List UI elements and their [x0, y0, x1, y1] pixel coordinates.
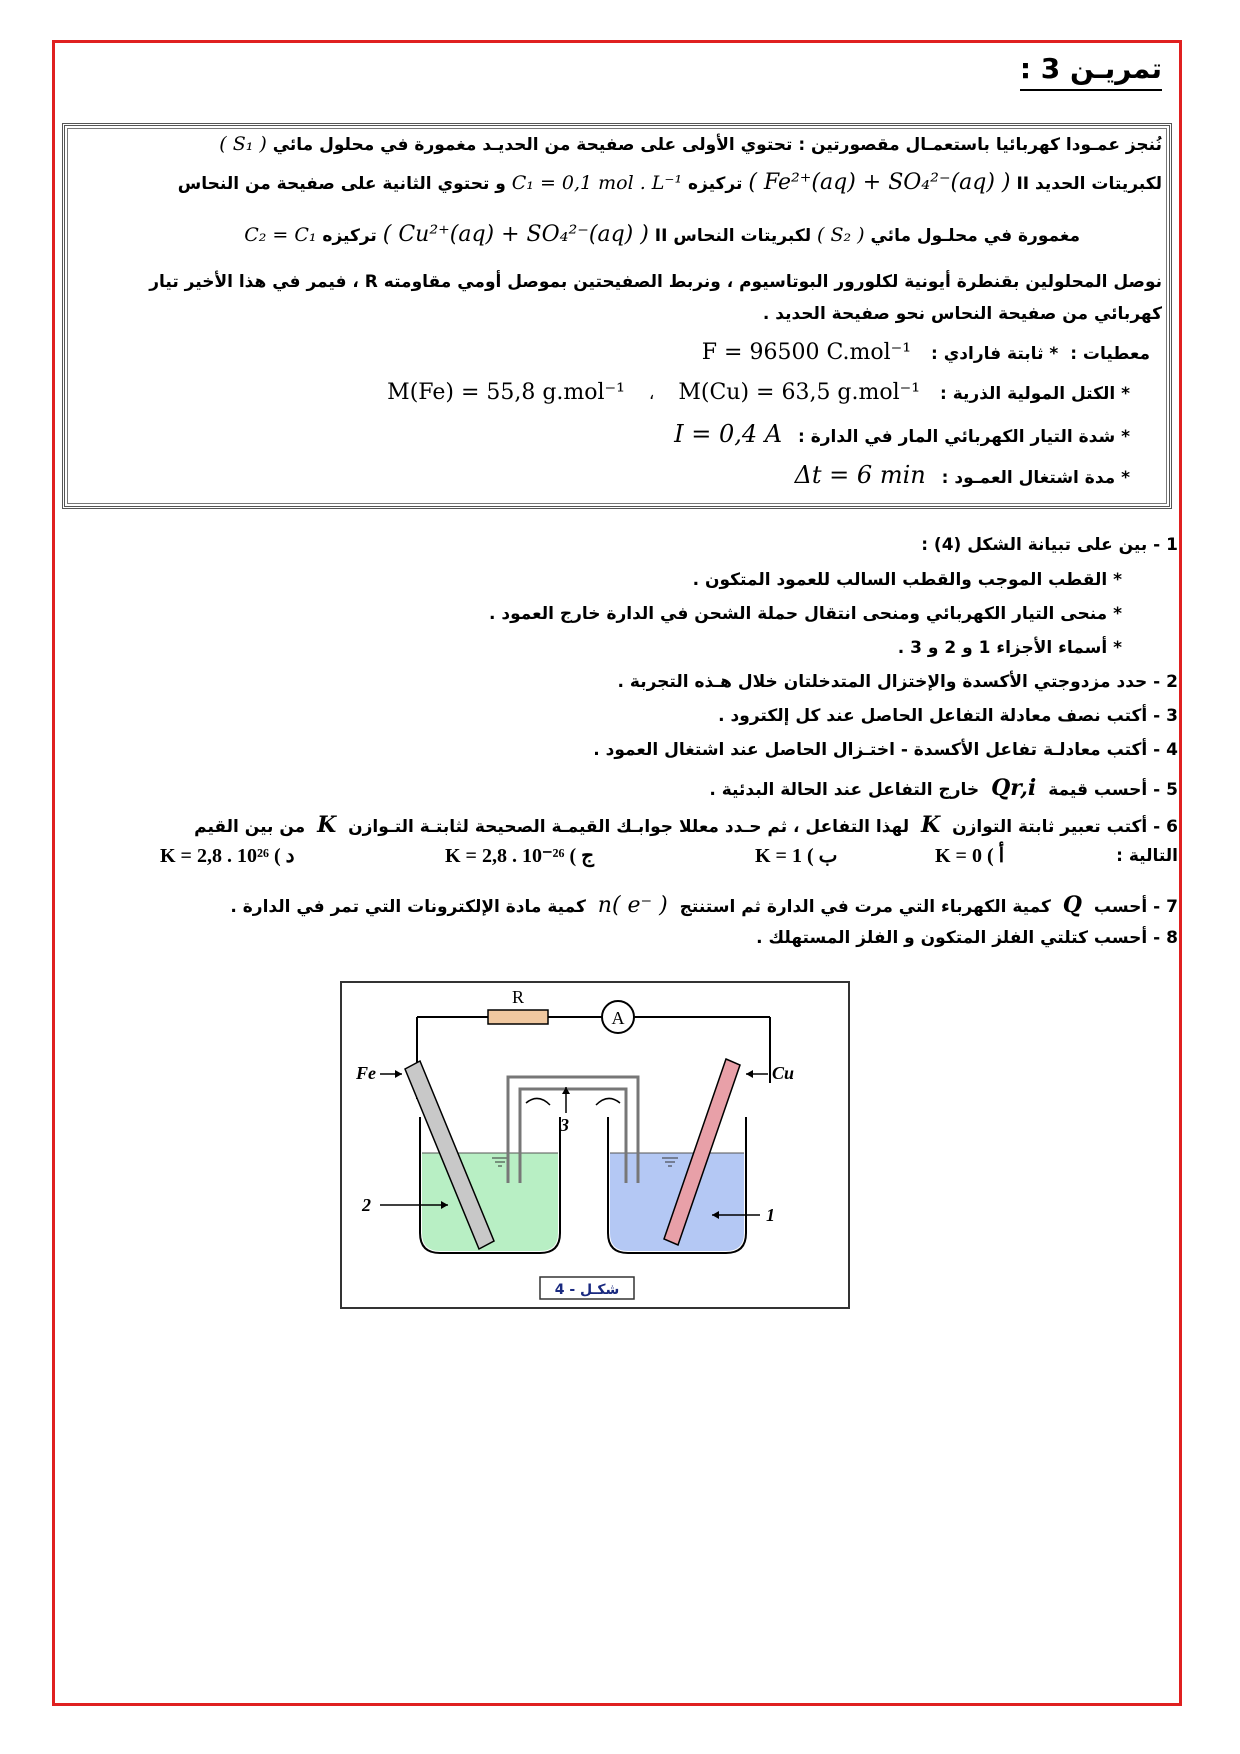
bridge-left-curl — [526, 1098, 550, 1105]
intro-line-2 — [178, 170, 1162, 195]
current-label: * شدة التيار الكهربائي المار في الدارة : — [798, 427, 1130, 447]
cell-diagram — [342, 983, 848, 1307]
question-1c: * أسماء الأجزاء 1 و 2 و 3 . — [897, 638, 1122, 658]
figure-caption: شكـل - 4 — [554, 1282, 620, 1298]
cu-label: Cu — [772, 1063, 795, 1083]
part-2-label: 2 — [362, 1195, 371, 1215]
faraday-value: F = 96500 C.mol⁻¹ — [701, 340, 912, 365]
separator-comma: ، — [648, 384, 655, 404]
resistor-label: R — [511, 987, 525, 1007]
molar-mass-cu: M(Cu) = 63,5 g.mol⁻¹ — [678, 380, 921, 405]
question-5-text-b: خارج التفاعل عند الحالة البدئية . — [709, 780, 980, 800]
option-b: K = 1 ( ب — [755, 845, 838, 867]
q-symbol: Q — [1062, 892, 1082, 918]
ammeter-label: A — [611, 1008, 625, 1028]
intro-text-2a: لكبريتات الحديد II — [1016, 174, 1162, 194]
fe-arrowhead — [395, 1070, 402, 1078]
qri-symbol: Qr,i — [991, 775, 1037, 801]
question-1a: * القطب الموجب والقطب السالب للعمود المتكون . — [692, 570, 1122, 590]
question-5 — [709, 775, 1178, 801]
intro-line-3 — [244, 222, 1080, 247]
question-2: 2 - حدد مزدوجتي الأكسدة والإختزال المتدخلتان خلال هـذه التجربة . — [617, 672, 1178, 692]
part-1-label: 1 — [766, 1205, 775, 1225]
intro-text-3a: مغمورة في محلـول مائي — [870, 226, 1080, 246]
question-7-text-c: كمية مادة الإلكترونات التي تمر في الدارة . — [230, 897, 586, 917]
k-symbol-2: K — [317, 812, 337, 838]
intro-line-1 — [219, 133, 1162, 155]
givens-faraday-row — [702, 340, 1150, 365]
intro-text-2b: تركيزه — [688, 174, 743, 194]
option-c: K = 2,8 . 10⁻²⁶ ( ج — [445, 845, 595, 867]
intro-text-3b: لكبريتات النحاس II — [654, 226, 812, 246]
s1-label: ( S₁ ) — [219, 133, 267, 155]
question-8: 8 - أحسب كتلتي الفلز المتكون و الفلز المستهلك . — [756, 928, 1178, 948]
ne-symbol: n( e⁻ ) — [597, 893, 668, 918]
question-6-options-label: التالية : — [1116, 846, 1178, 866]
question-7-text-b: كمية الكهرباء التي مرت في الدارة ثم استنتج — [679, 897, 1051, 917]
question-3: 3 - أكتب نصف معادلة التفاعل الحاصل عند كل إلكترود . — [718, 706, 1178, 726]
question-6-text-a: 6 - أكتب تعبير ثابتة التوازن — [952, 817, 1178, 837]
intro-text-1: نُنجز عمـودا كهربائيا باستعمـال مقصورتين : تحتوي الأولى على صفيحة من الحديـد مغمورة في محلول مائي — [272, 135, 1162, 155]
question-5-text-a: 5 - أحسب قيمة — [1048, 780, 1178, 800]
exercise-title: تمريـن 3 : — [1020, 52, 1162, 91]
molar-mass-label: * الكتل المولية الذرية : — [940, 384, 1130, 404]
givens-current-row — [674, 420, 1130, 448]
part-3-label: 3 — [560, 1115, 569, 1135]
intro-line-4: نوصل المحلولين بقنطرة أيونية لكلورور البوتاسيوم ، ونربط الصفيحتين بموصل أومي مقاومته R ، فيمر في هذا الأخير تيار — [149, 272, 1162, 292]
question-6-text-b: لهذا التفاعل ، ثم حـدد معللا جوابـك القيمـة الصحيحة لثابتـة التـوازن — [348, 817, 910, 837]
s2-label: ( S₂ ) — [817, 224, 865, 246]
duration-label: * مدة اشتغال العمـود : — [941, 468, 1130, 488]
current-value: I = 0,4 A — [674, 420, 783, 448]
question-4: 4 - أكتب معادلـة تفاعل الأكسدة - اختـزال الحاصل عند اشتغال العمود . — [593, 740, 1178, 760]
option-a: K = 0 ( أ — [935, 845, 1005, 867]
question-6-text-c: من بين القيم — [194, 817, 306, 837]
faraday-label: * ثابتة فارادي : — [930, 344, 1059, 364]
cu-solution-formula: ( Cu²⁺(aq) + SO₄²⁻(aq) ) — [382, 222, 649, 247]
intro-text-2c: و تحتوي الثانية على صفيحة من النحاس — [177, 174, 506, 194]
question-1: 1 - بين على تبيانة الشكل (4) : — [921, 535, 1178, 555]
cu-arrowhead — [746, 1070, 753, 1078]
intro-text-3c: تركيزه — [322, 226, 377, 246]
question-7-text-a: 7 - أحسب — [1093, 897, 1178, 917]
k-symbol: K — [921, 812, 941, 838]
givens-molar-row — [387, 380, 1130, 405]
option-d: K = 2,8 . 10²⁶ ( د — [160, 845, 295, 867]
givens-duration-row — [795, 461, 1130, 489]
c1-value: C₁ = 0,1 mol . L⁻¹ — [511, 172, 683, 194]
c2-value: C₂ = C₁ — [244, 224, 317, 246]
intro-line-5: كهربائي من صفيحة النحاس نحو صفيحة الحديد . — [762, 304, 1162, 324]
question-7 — [230, 892, 1178, 918]
givens-label: معطيات : — [1070, 344, 1150, 364]
figure-4 — [340, 981, 850, 1309]
question-1b: * منحى التيار الكهربائي ومنحى انتقال حملة الشحن في الدارة خارج العمود . — [488, 604, 1122, 624]
fe-label: Fe — [356, 1063, 376, 1083]
question-6 — [194, 812, 1178, 838]
duration-value: Δt = 6 min — [794, 461, 926, 489]
bridge-right-curl — [596, 1098, 620, 1105]
fe-solution-formula: ( Fe²⁺(aq) + SO₄²⁻(aq) ) — [748, 170, 1011, 195]
resistor-symbol — [488, 1010, 548, 1024]
molar-mass-fe: M(Fe) = 55,8 g.mol⁻¹ — [387, 380, 625, 405]
